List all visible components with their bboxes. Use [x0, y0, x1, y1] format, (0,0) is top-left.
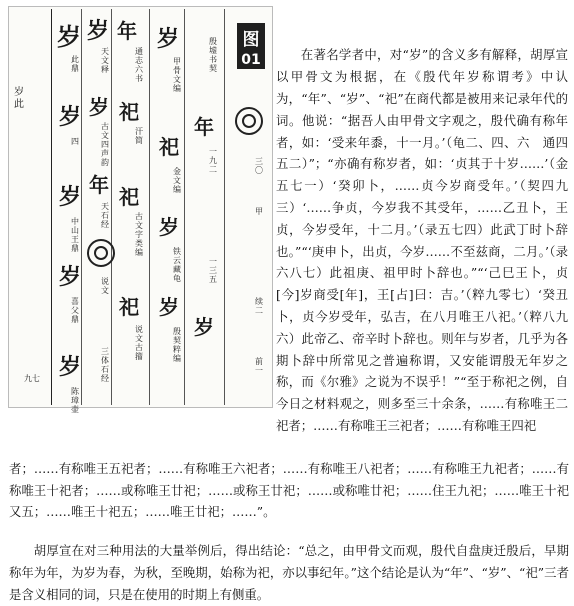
figure-caption: 铁云藏龟: [173, 247, 181, 283]
body-paragraph: 在著名学者中，对“岁”的含义多有解释，胡厚宣以甲骨文为根据，在《殷代年岁称谓考》中认为，“年”、“岁”、“祀”在商代都是被用来记录年代的词。他说：“据吾人由甲骨文字观之，殷代确有称年者，如：‘受来年黍，十一月。’（龟二、四、六 通四五二）”；“亦确有称岁者，如：‘贞其于十岁……’（金五七一）‘癸卯卜，……贞今岁商受年。’（契四九三）‘……争贞，今岁我不其受年，……乙丑卜，王贞，今岁受年，十二月。’（录五七四）此武丁时卜辞也。”“‘庚申卜，出贞，今岁……不至兹商，二月。’（录六八七）此祖庚、祖甲时卜辞也。”“‘己巳王卜，贞[今]岁商受[年]，王[占]曰：吉。’（粹九零七）‘癸丑卜，贞今岁受年，弘吉，在八月唯王八祀。’（粹八九六）此帝乙、帝辛时卜辞也。则年与岁者，几乎为各期卜辞中所常见之普遍称谓，又安能谓殷无年岁之称，而《尔雅》之说为不误乎！”“至于称祀之例，自今日之材料观之，则多至三十余条，……有称唯王二祀者；……有称唯王三祀者；……有称唯王四祀: [276, 47, 568, 433]
figure-badge-label: 图: [242, 30, 260, 50]
figure-caption: 殷契粹编: [173, 327, 181, 363]
ancient-glyph: 祀: [119, 185, 139, 209]
ancient-glyph: 年: [194, 115, 214, 139]
figure-caption: 三〇: [255, 157, 263, 175]
circle-mark-icon: [87, 239, 115, 267]
body-paragraph-continued: 者；……有称唯王五祀者；……有称唯王六祀者；……有称唯王八祀者；……有称唯王九祀者；……有称唯王十祀者；……或称唯王廿祀；……或称王廿祀；……或称唯廿祀；……住王九祀；……唯王十祀又五；……唯王十祀五；……唯王廿祀；……”。: [9, 461, 569, 520]
figure-column: [9, 9, 51, 405]
figure-frame-line: [51, 9, 52, 405]
figure-caption: 金文编: [173, 167, 181, 194]
ancient-glyph: 岁: [59, 355, 82, 380]
figure-side-label: 岁此: [14, 87, 24, 110]
figure-caption: 通志六书: [135, 47, 143, 83]
figure-badge-number: 01: [241, 52, 261, 68]
figure-caption: 说文: [101, 277, 109, 295]
figure-caption: 陈璋壶: [71, 387, 79, 414]
ancient-glyph: 祀: [119, 295, 139, 319]
figure-page-number: 九七: [24, 374, 40, 383]
figure-caption: 一三五: [209, 257, 217, 284]
ancient-glyph: 岁: [89, 95, 109, 119]
figure-caption: 殷墟书契: [209, 37, 217, 73]
figure-caption: 喜父鼎: [71, 297, 79, 324]
figure-caption: 说文古籀: [135, 325, 143, 361]
figure-caption: 古文四声韵: [101, 122, 109, 167]
figure-caption: 天石经: [101, 202, 109, 229]
ancient-glyph: 岁: [59, 265, 82, 290]
figure-caption: 甲骨文编: [173, 57, 181, 93]
figure-caption: 前一: [255, 357, 263, 375]
ancient-glyph: 岁: [157, 27, 180, 52]
ancient-glyph: 岁: [194, 315, 214, 339]
figure-caption: 一九二: [209, 147, 217, 174]
figure-caption: 此鼎: [71, 55, 79, 73]
ancient-glyph: 年: [117, 19, 137, 43]
glyph-table-figure: [8, 6, 273, 414]
figure-caption: 甲: [255, 207, 263, 216]
ancient-glyph: 岁: [57, 23, 81, 51]
circle-mark-icon: [235, 107, 263, 135]
figure-caption: 古文字类编: [135, 212, 143, 257]
figure-caption: 三体石经: [101, 347, 109, 383]
figure-caption: 中山王鼎: [71, 217, 79, 253]
body-paragraph: 胡厚宣在对三种用法的大量举例后，得出结论：“总之，由甲骨文而观，殷代自盘庚迁殷后，早期称年为年，为岁为春，为秋，至晚期，始称为祀，亦以事纪年。”这个结论是认为“年”、“岁”、“祀”三者是含义相同的词，只是在使用的时期上有侧重。: [9, 543, 569, 603]
ancient-glyph: 祀: [119, 100, 139, 124]
ancient-glyph: 岁: [159, 215, 179, 239]
ancient-glyph: 岁: [159, 295, 179, 319]
figure-caption: 续二: [255, 297, 263, 315]
figure-caption: 四: [71, 137, 79, 146]
figure-caption: 天文释: [101, 47, 109, 74]
ancient-glyph: 岁: [59, 105, 82, 130]
ancient-glyph: 年: [89, 173, 109, 197]
figure-badge: [237, 23, 265, 69]
ancient-glyph: 岁: [87, 19, 110, 44]
figure-caption: 汗简: [135, 127, 143, 145]
ancient-glyph: 岁: [59, 185, 82, 210]
ancient-glyph: 祀: [159, 135, 179, 159]
